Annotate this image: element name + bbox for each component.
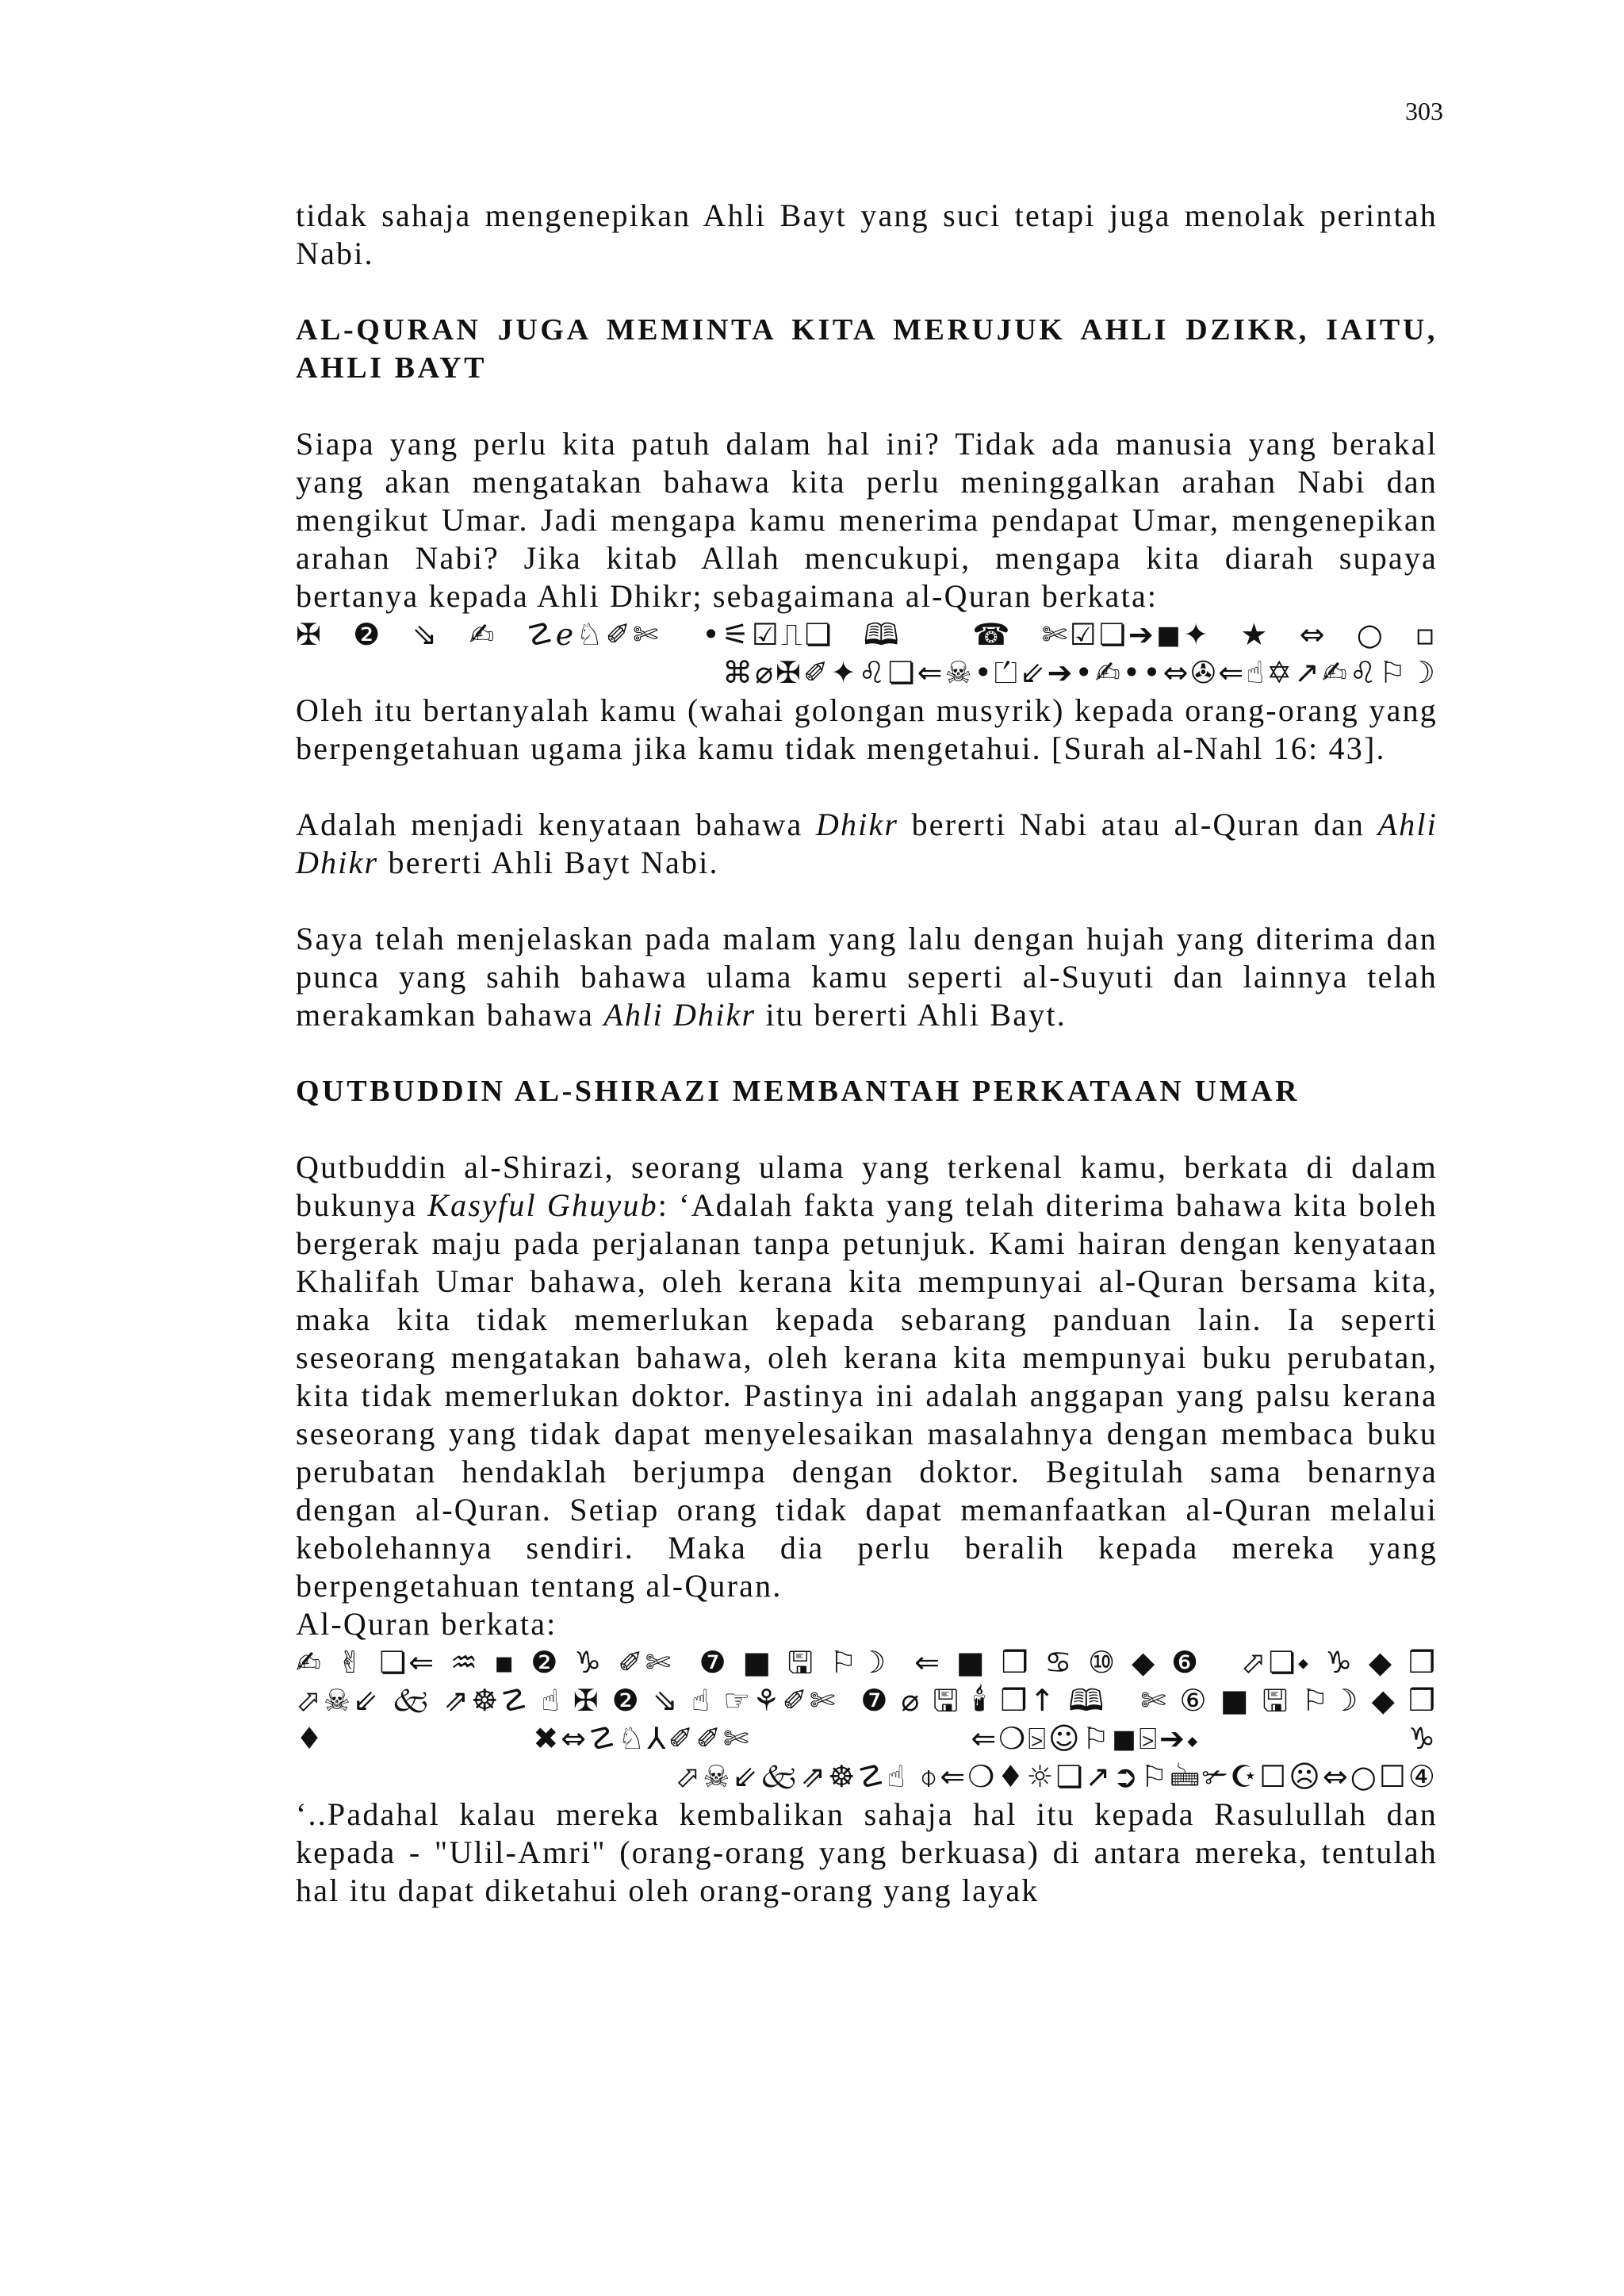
- paragraph-verse-translation-1: Oleh itu bertanyalah kamu (wahai golongan musyrik) kepada orang-orang yang berpengetahuan ugama jika kamu tidak mengetahui. [Surah al-Nahl 16: 43].: [296, 692, 1438, 766]
- spacer: [296, 1034, 1438, 1072]
- section-heading-ahli-dzikr: AL-QURAN JUGA MEMINTA KITA MERUJUK AHLI DZIKR, IAITU, AHLI BAYT: [296, 313, 1438, 385]
- quran-verse-1-line-2: ⌘⌀✠✐✦♌❏⇐☠•⏍⇙➔•✍••⇔✇⇐☝✡↗✍♌⚐☽: [722, 655, 1438, 690]
- text-run: Qutbuddin al-Shirazi, seorang ulama yang terkenal kamu, berkata di dalam bukunya: [296, 1149, 1438, 1223]
- italic-term-ahli-dhikr: Ahli Dhikr: [603, 997, 756, 1033]
- quran-verse-2-line-3: ♦✖⇔☡♘⅄✐✐✄ ⇐❍⍄☺⚐◼⍄➔⬩♑: [296, 1721, 1438, 1756]
- spacer: [296, 387, 1438, 425]
- paragraph-suyuti: [296, 920, 1438, 1034]
- page-content: [296, 197, 1438, 1910]
- italic-term-ahli-dhikr: Ahli Dhikr: [296, 807, 1438, 880]
- paragraph-siapa: Siapa yang perlu kita patuh dalam hal ini? Tidak ada manusia yang berakal yang akan mengatakan bahawa kita perlu meninggalkan arahan Nabi dan mengikut Umar. Jadi mengapa kamu menerima pendapat Umar, mengenepikan arahan Nabi? Jika kitab Allah mencukupi, mengapa kita diarah supaya bertanya kepada Ahli Dhikr; sebagaimana al-Quran berkata:: [296, 426, 1438, 614]
- italic-book-title: Kasyful Ghuyub: [427, 1187, 658, 1223]
- text-run: : ‘Adalah fakta yang telah diterima bahawa kita boleh bergerak maju pada perjalanan tanpa petunjuk. Kami hairan dengan kenyataan Khalifah Umar bahawa, oleh kerana kita mempunyai al-Quran bersama kita, maka kita tidak memerlukan kepada sebarang panduan lain. Ia seperti seseorang mengatakan bahawa, oleh kerana kita mempunyai buku perubatan, kita tidak memerlukan doktor. Pastinya ini adalah anggapan yang palsu kerana seseorang yang tidak dapat menyelesaikan masalahnya dengan membaca buku perubatan hendaklah berjumpa dengan doktor. Begitulah sama benarnya dengan al-Quran. Setiap orang tidak dapat memanfaatkan al-Quran melalui kebolehannya sendiri. Maka dia perlu beralih kepada mereka yang berpengetahuan tentang al-Quran.: [296, 1187, 1438, 1604]
- page-number: 303: [1405, 97, 1443, 125]
- quran-verse-2-line-2: ⬀☠⇙🙵⇗☸☡☝✠❷⇘☝☞⚘✐✄ ❼⌀🖫🕯❒↑🕮 ✄⑥■🖫⚐☽◆❒: [296, 1683, 1438, 1718]
- text-run: Saya telah menjelaskan pada malam yang lalu dengan hujah yang diterima dan punca yang sahih bahawa ulama kamu seperti al-Suyuti dan lainnya telah merakamkan bahawa: [296, 921, 1438, 1033]
- text-run: bererti Ahli Bayt Nabi.: [378, 845, 719, 880]
- paragraph-dhikr-meaning: [296, 806, 1438, 882]
- paragraph-alquran-berkata: Al-Quran berkata:: [296, 1606, 557, 1642]
- italic-term-dhikr: Dhikr: [815, 807, 899, 842]
- quran-verse-2-line-1: ✍✌❏⇐♒▪❷♑✐✄ ❼■🖫⚐☽ ⇐■❒♋⑩◆❻ ⬀❏⬩♑◆❒: [296, 1645, 1438, 1680]
- spacer: [296, 768, 1438, 806]
- quran-verse-2-line-4: ⬀☠⇙🙵⇗☸☡☝ ⌽⇐❍♦☼❏↗➲⚐🖮✃☪☐☹⇔○☐④: [675, 1759, 1438, 1794]
- text-run: Adalah menjadi kenyataan bahawa: [296, 807, 816, 842]
- text-run: bererti Nabi atau al-Quran dan: [898, 807, 1378, 842]
- spacer: [296, 1110, 1438, 1148]
- paragraph-qutbuddin: [296, 1148, 1438, 1605]
- paragraph-intro: tidak sahaja mengenepikan Ahli Bayt yang suci tetapi juga menolak perintah Nabi.: [296, 197, 1438, 271]
- paragraph-verse-translation-2: ‘..Padahal kalau mereka kembalikan sahaja hal itu kepada Rasulullah dan kepada - "Ulil-Amri" (orang-orang yang berkuasa) di antara mereka, tentulah hal itu dapat diketahui oleh orang-orang yang layak: [296, 1796, 1438, 1908]
- spacer: [296, 882, 1438, 920]
- spacer: [296, 273, 1438, 311]
- quran-verse-1-line-1: ✠❷⇘✍☡ℯ♘✐✄ •⚟☑⎍❏🕮 ☎✄☑❏➔◼✦★⇔○▫: [296, 617, 1438, 652]
- section-heading-qutbuddin: QUTBUDDIN AL-SHIRAZI MEMBANTAH PERKATAAN UMAR: [296, 1075, 1300, 1108]
- text-run: itu bererti Ahli Bayt.: [756, 997, 1067, 1033]
